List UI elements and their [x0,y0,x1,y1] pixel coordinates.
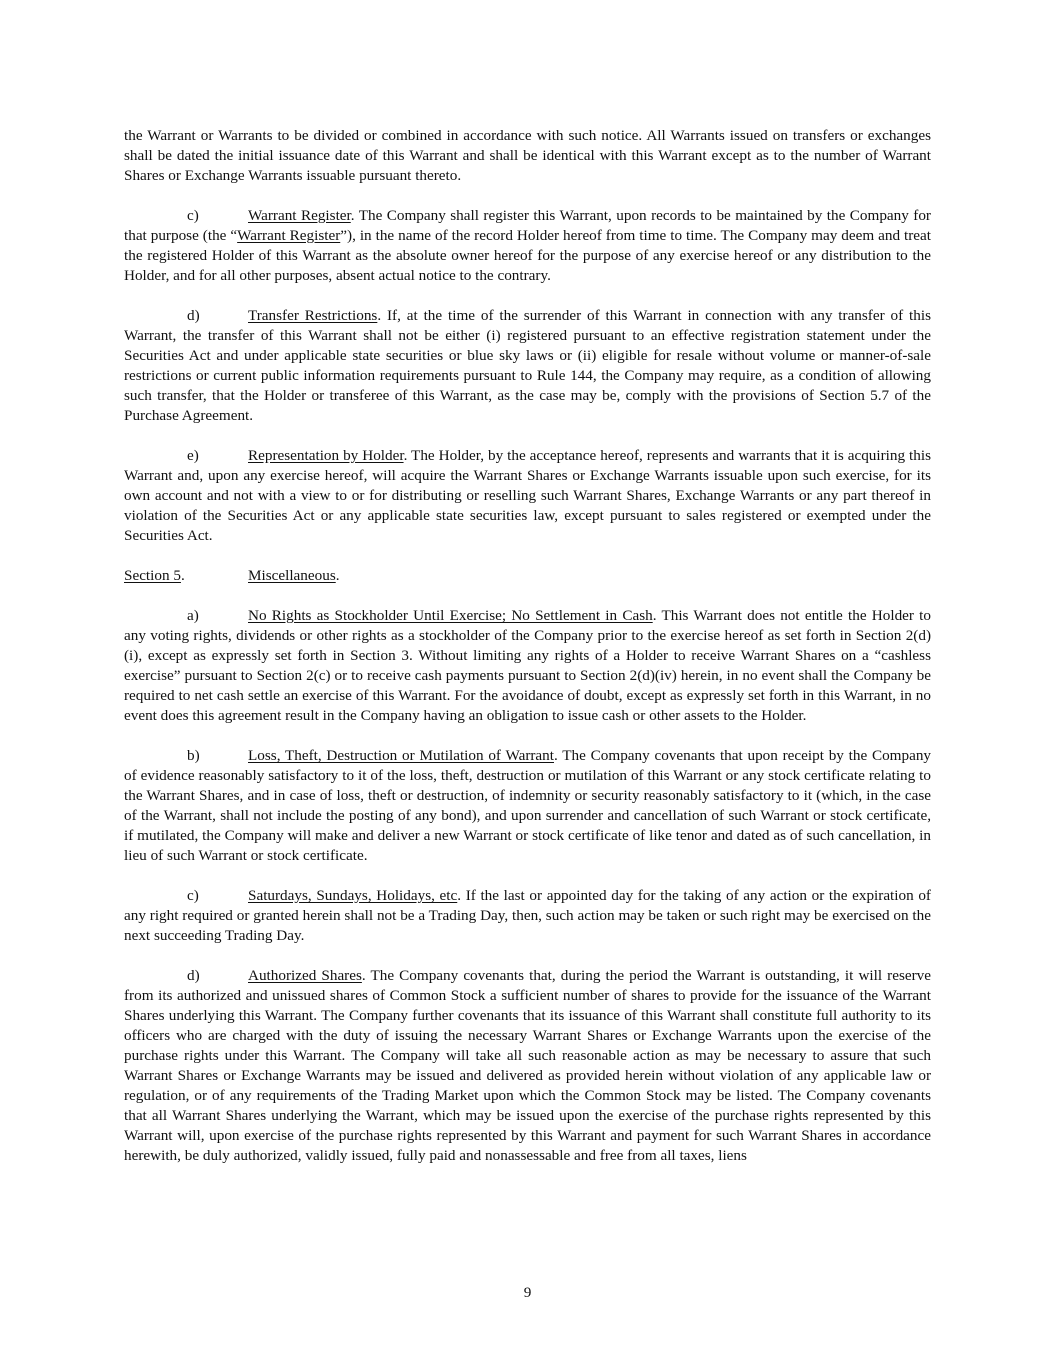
section-5-number-suffix: . [180,567,185,584]
page-number: 9 [523,1284,532,1301]
section-4d-paragraph [124,306,931,426]
section-5c-title: Saturdays, Sundays, Holidays, etc [248,887,458,904]
section-5c-text: . If the last or appointed day for the taking of any action or the expiration of any right required or granted herein shall not be a Trading Day, then, such action may be taken or such right may be exercised on the next succeeding Trading Day. [124,887,931,944]
continuation-paragraph [124,126,931,186]
section-5b-title: Loss, Theft, Destruction or Mutilation of Warrant [248,747,554,764]
section-5-number: Section 5 [124,567,181,584]
continuation-text: the Warrant or Warrants to be divided or combined in accordance with such notice. All Warrants issued on transfers or exchanges shall be dated the initial issuance date of this Warrant and shall be identical with this Warrant except as to the number of Warrant Shares or Exchange Warrants issuable pursuant thereto. [124,127,931,184]
section-4d-label: d) [187,307,200,324]
section-4c-text-2: ”), in the name of the record Holder hereof from time to time. The Company may deem and treat the registered Holder of this Warrant as the absolute owner hereof for the purpose of any exercise hereof or any distribution to the Holder, and for all other purposes, absent actual notice to the contrary. [124,227,932,284]
section-5a-paragraph [124,606,931,726]
section-4d-text: . If, at the time of the surrender of this Warrant in connection with any transfer of this Warrant, the transfer of this Warrant shall not be either (i) registered pursuant to an effective registration statement under the Securities Act and under applicable state securities or blue sky laws or (ii) eligible for resale without volume or manner-of-sale restrictions or current public information requirements pursuant to Rule 144, the Company may require, as a condition of allowing such transfer, that the Holder or transferee of this Warrant, as the case may be, comply with the provisions of Section 5.7 of the Purchase Agreement. [124,307,931,424]
section-5d-text: . The Company covenants that, during the period the Warrant is outstanding, it will reserve from its authorized and unissued shares of Common Stock a sufficient number of shares to provide for the issuance of the Warrant Shares underlying this Warrant. The Company further covenants that its issuance of this Warrant shall constitute full authority to its officers who are charged with the duty of issuing the necessary Warrant Shares or Exchange Warrants upon the exercise of the purchase rights under this Warrant. The Company will take all such reasonable action as may be necessary to assure that such Warrant Shares or Exchange Warrants may be issued and delivered as provided herein without violation of any applicable law or regulation, or of any requirements of the Trading Market upon which the Common Stock may be listed. The Company covenants that all Warrant Shares underlying the Warrant, which may be issued upon the exercise of the purchase rights represented by this Warrant will, upon exercise of the purchase rights represented by this Warrant and payment for such Warrant Shares in accordance herewith, be duly authorized, validly issued, fully paid and nonassessable and free from all taxes, liens [124,967,931,1164]
section-4e-title: Representation by Holder [248,447,404,464]
section-4c-text-1: . The Company shall register this Warrant, upon records to be maintained by the Company for that purpose (the “ [124,207,931,244]
section-5a-text: . This Warrant does not entitle the Holder to any voting rights, dividends or other rights as a stockholder of the Company prior to the exercise hereof as set forth in Section 2(d)(i), except as expressly set forth in Section 3. Without limiting any rights of a Holder to receive Warrant Shares on a “cashless exercise” pursuant to Section 2(c) or to receive cash payments pursuant to Section 2(d)(iv) herein, in no event shall the Company be required to net cash settle an exercise of this Warrant. For the avoidance of doubt, except as expressly set forth in this Warrant, in no event does this agreement result in the Company having an obligation to issue cash or other assets to the Holder. [124,607,931,724]
section-5b-paragraph [124,746,931,866]
section-5d-paragraph [124,966,931,1166]
section-5b-text: . The Company covenants that upon receipt by the Company of evidence reasonably satisfactory to it of the loss, theft, destruction or mutilation of this Warrant or any stock certificate relating to the Warrant Shares, and in case of loss, theft or destruction, of indemnity or security reasonably satisfactory to it (which, in the case of the Warrant, shall not include the posting of any bond), and upon surrender and cancellation of such Warrant or stock certificate, if mutilated, the Company will make and deliver a new Warrant or stock certificate of like tenor and dated as of such cancellation, in lieu of such Warrant or stock certificate. [124,747,932,864]
section-5d-title: Authorized Shares [248,967,362,984]
section-4d-title: Transfer Restrictions [248,307,378,324]
section-5-heading [124,566,931,586]
section-4e-label: e) [187,447,199,464]
section-4e-text: . The Holder, by the acceptance hereof, represents and warrants that it is acquiring this Warrant and, upon any exercise hereof, will acquire the Warrant Shares or Exchange Warrants issuable upon such exercise, for its own account and not with a view to or for distributing or reselling such Warrant Shares, Exchange Warrants or any part thereof in violation of the Securities Act or any applicable state securities law, except pursuant to sales registered or exempted under the Securities Act. [124,447,931,544]
section-5a-title: No Rights as Stockholder Until Exercise; No Settlement in Cash [248,607,653,624]
section-4c-label: c) [187,207,199,224]
section-5c-label: c) [187,887,199,904]
section-5-title-suffix: . [335,567,340,584]
section-5b-label: b) [187,747,200,764]
document-body [124,126,931,1166]
section-5a-label: a) [187,607,199,624]
section-5c-paragraph [124,886,931,946]
section-5-title: Miscellaneous [248,567,336,584]
section-4c-defined-term: Warrant Register [237,227,341,244]
section-5d-label: d) [187,967,200,984]
section-4e-paragraph [124,446,931,546]
section-4c-title: Warrant Register [248,207,351,224]
section-5-number-wrap [124,566,248,586]
section-4c-paragraph [124,206,931,286]
